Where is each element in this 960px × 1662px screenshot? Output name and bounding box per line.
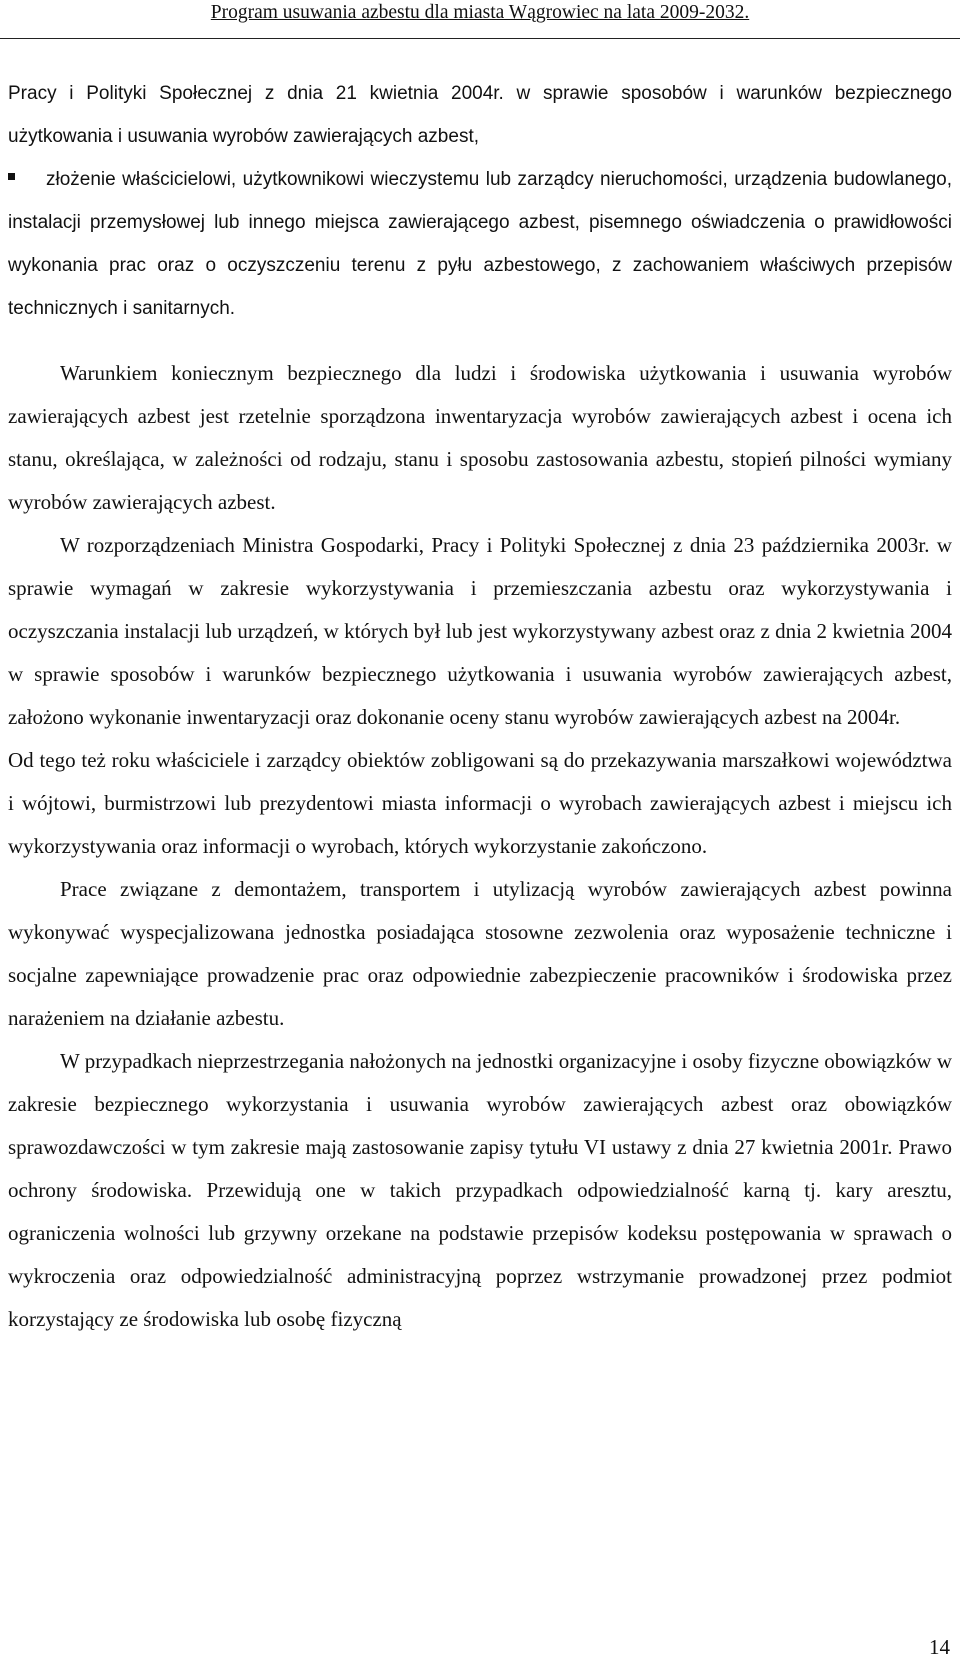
paragraph-obligations: Od tego też roku właściciele i zarządcy obiektów zobligowani są do przekazywania marszałkowi województwa i wójtowi, burmistrzowi lub prezydentowi miasta informacji o wyrobach zawierających azbest i miejscu ich wykorzystywania oraz informacji o wyrobach, których wykorzystanie zakończono.: [8, 748, 952, 858]
running-header: Program usuwania azbestu dla miasta Wągrowiec na lata 2009-2032.: [210, 2, 750, 23]
bullet-list-item: [8, 158, 952, 330]
header-rule: [0, 38, 960, 39]
paragraph-inventory: Warunkiem koniecznym bezpiecznego dla ludzi i środowiska użytkowania i usuwania wyrobów zawierających azbest jest rzetelnie sporządzona inwentaryzacja wyrobów zawierających azbest i ocena ich stanu, określająca, w zależności od rodzaju, stanu i sposobu zastosowania azbestu, stopień pilności wymiany wyrobów zawierających azbest.: [8, 361, 952, 514]
square-bullet-icon: [8, 173, 15, 180]
paragraph-removal-works: Prace związane z demontażem, transportem i utylizacją wyrobów zawierających azbest powinna wykonywać wyspecjalizowana jednostka posiadająca stosowne zezwolenia oraz wyposażenie techniczne i socjalne zapewniające prowadzenie prac oraz odpowiednie zabezpieczenie pracowników i środowiska przez narażeniem na działanie azbestu.: [8, 877, 952, 1030]
bullet-text: złożenie właścicielowi, użytkownikowi wieczystemu lub zarządcy nieruchomości, urządzenia budowlanego, instalacji przemysłowej lub innego miejsca zawierającego azbest, pisemnego oświadczenia o prawidłowości wykonania prac oraz o oczyszczeniu terenu z pyłu azbestowego, z zachowaniem właściwych przepisów technicznych i sanitarnych.: [8, 169, 952, 319]
paragraph-regulations: W rozporządzeniach Ministra Gospodarki, Pracy i Polityki Społecznej z dnia 23 października 2003r. w sprawie wymagań w zakresie wykorzystywania i przemieszczania azbestu oraz wykorzystywania i oczyszczania instalacji lub urządzeń, w których był lub jest wykorzystywany azbest oraz z dnia 2 kwietnia 2004 w sprawie sposobów i warunków bezpiecznego użytkowania i usuwania wyrobów zawierających azbest, założono wykonanie inwentaryzacji oraz dokonanie oceny stanu wyrobów zawierających azbest na 2004r.: [8, 533, 952, 729]
page-number: 14: [929, 1635, 950, 1659]
intro-paragraph: Pracy i Polityki Społecznej z dnia 21 kwietnia 2004r. w sprawie sposobów i warunków bezpiecznego użytkowania i usuwania wyrobów zawierających azbest,: [8, 83, 952, 147]
paragraph-penalties: W przypadkach nieprzestrzegania nałożonych na jednostki organizacyjne i osoby fizyczne obowiązków w zakresie bezpiecznego wykorzystania i usuwania wyrobów zawierających azbest oraz obowiązków sprawozdawczości w tym zakresie mają zastosowanie zapisy tytułu VI ustawy z dnia 27 kwietnia 2001r. Prawo ochrony środowiska. Przewidują one w takich przypadkach odpowiedzialność karną tj. kary aresztu, ograniczenia wolności lub grzywny orzekane na podstawie przepisów kodeksu postępowania w sprawach o wykroczenia oraz odpowiedzialność administracyjną poprzez wstrzymanie prowadzonej przez podmiot korzystający ze środowiska lub osobę fizyczną: [8, 1049, 952, 1331]
page-content: [8, 72, 952, 1341]
